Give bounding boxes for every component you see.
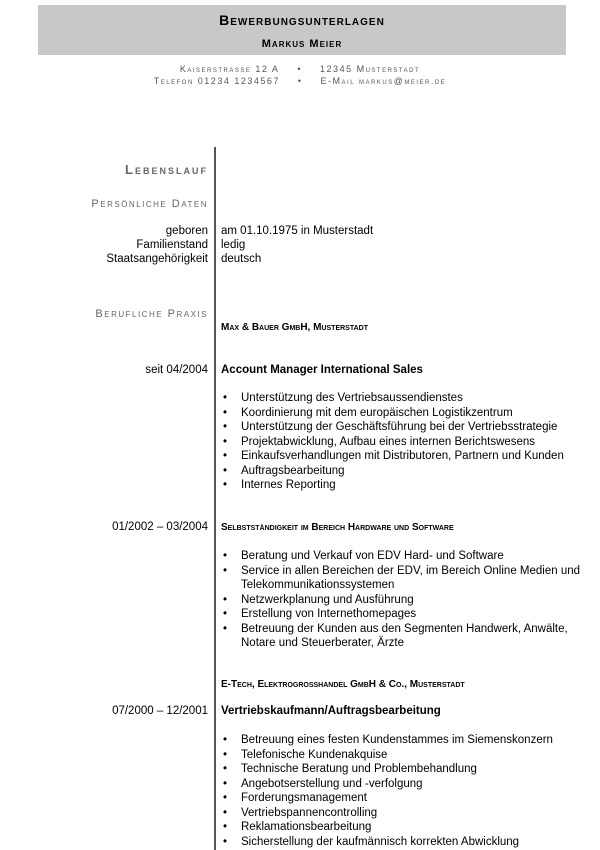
job-date: seit 04/2004 (145, 364, 208, 376)
list-item: • Reklamationsbearbeitung (221, 820, 586, 835)
list-item: • Betreuung der Kunden aus den Segmenten Handwerk, Anwälte, Notare und Steuerberater, Ärzte (221, 622, 586, 651)
job-title: Account Manager International Sales (221, 364, 423, 376)
list-item: • Forderungsmanagement (221, 791, 586, 806)
value-marital: ledig (221, 239, 246, 251)
label-nationality: Staatsangehörigkeit (106, 253, 208, 265)
section-lebenslauf: Lebenslauf (125, 162, 208, 177)
list-item: • Vertriebspannencontrolling (221, 806, 586, 821)
list-item: • Unterstützung des Vertriebsaussendienstes (221, 391, 586, 406)
list-item: • Sicherstellung der kaufmännisch korrekten Abwicklung (221, 835, 586, 850)
section-personal-data: Persönliche Daten (91, 198, 208, 210)
job-tasks-list (221, 391, 586, 493)
list-item: • Einkaufsverhandlungen mit Distributoren, Partnern und Kunden (221, 449, 586, 464)
list-item: • Internes Reporting (221, 478, 586, 493)
value-nationality: deutsch (221, 253, 262, 265)
contact-line (0, 76, 600, 86)
separator: • (297, 64, 303, 74)
section-work-experience: Berufliche Praxis (95, 308, 208, 320)
list-item: • Auftragsbearbeitung (221, 464, 586, 479)
email: E-Mail markus@meier.de (320, 76, 447, 86)
city: 12345 Musterstadt (320, 64, 421, 74)
list-item: • Koordinierung mit dem europäischen Logistikzentrum (221, 406, 586, 421)
company-name: E-Tech, Elektrogroßhandel GmbH & Co., Musterstadt (221, 679, 465, 690)
job-tasks-list (221, 549, 586, 651)
job-title: Vertriebskaufmann/Auftragsbearbeitung (221, 705, 441, 717)
list-item: • Erstellung von Internethomepages (221, 607, 586, 622)
list-item: • Technische Beratung und Problembehandlung (221, 762, 586, 777)
value-born: am 01.10.1975 in Musterstadt (221, 225, 374, 237)
list-item: • Projektabwicklung, Aufbau eines internen Berichtswesens (221, 435, 586, 450)
job-date: 07/2000 – 12/2001 (112, 705, 208, 717)
separator: • (297, 76, 303, 86)
list-item: • Beratung und Verkauf von EDV Hard- und Software (221, 549, 586, 564)
label-marital: Familienstand (136, 239, 208, 251)
vertical-divider (214, 147, 216, 850)
job-title: Selbstständigkeit im Bereich Hardware und Software (221, 522, 454, 533)
list-item: • Angebotserstellung und -verfolgung (221, 777, 586, 792)
list-item: • Service in allen Bereichen der EDV, im Bereich Online Medien und Telekommunikationssystemen (221, 564, 586, 593)
document-title: Bewerbungsunterlagen (219, 12, 385, 28)
list-item: • Telefonische Kundenakquise (221, 748, 586, 763)
label-born: geboren (165, 225, 208, 237)
list-item: • Netzwerkplanung und Ausführung (221, 593, 586, 608)
applicant-name: Markus Meier (261, 38, 343, 50)
phone: Telefon 01234 1234567 (153, 76, 280, 86)
header-banner (38, 5, 566, 55)
company-name: Max & Bauer GmbH, Musterstadt (221, 322, 368, 333)
street: Kaiserstrasse 12 A (179, 64, 280, 74)
list-item: • Unterstützung der Geschäftsführung bei der Vertriebsstrategie (221, 420, 586, 435)
list-item: • Betreuung eines festen Kundenstammes im Siemenskonzern (221, 733, 586, 748)
job-tasks-list (221, 733, 586, 849)
job-date: 01/2002 – 03/2004 (112, 521, 208, 533)
address-line (0, 64, 600, 74)
